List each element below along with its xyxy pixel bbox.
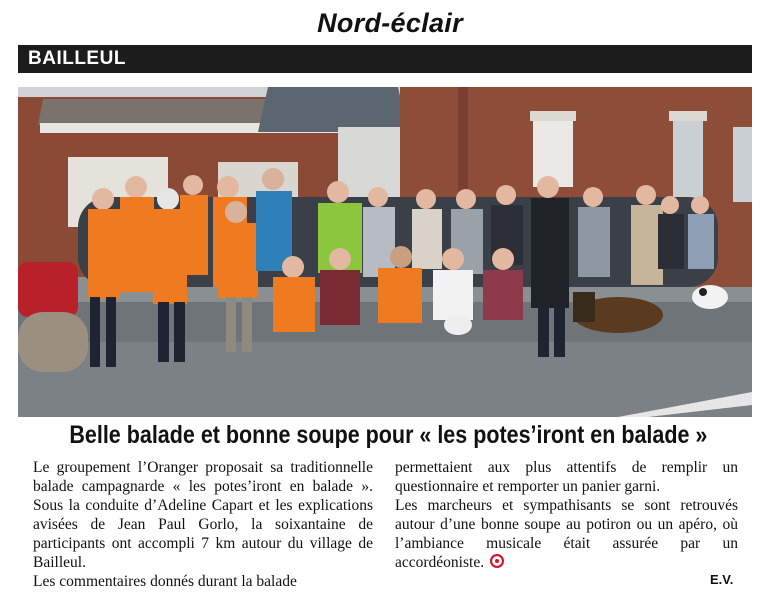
article-column-right: [395, 458, 738, 572]
circle-end-icon: [490, 554, 504, 568]
section-bar: [18, 45, 752, 73]
article-paragraph: Les commentaires donnés durant la balade: [33, 573, 297, 590]
section-label: BAILLEUL: [28, 48, 126, 69]
article-paragraph-final: [395, 496, 738, 572]
group-photo: [18, 87, 752, 417]
newspaper-masthead: Nord-éclair: [317, 8, 463, 38]
group-photo-illustration: [18, 87, 752, 417]
author-initials: E.V.: [710, 572, 734, 587]
article-paragraph: Le groupement l’Oranger proposait sa traditionnelle balade campagnarde « les potes’iront en balade ». Sous la conduite d’Adeline Capart et les explications avisées de Jean Paul Gorlo, la soixantaine de participants ont accompli 7 km autour du village de Bailleul.: [33, 459, 373, 571]
article-paragraph: permettaient aux plus attentifs de remplir un questionnaire et remporter un panier garni.: [395, 459, 738, 495]
article-headline: Belle balade et bonne soupe pour « les potes’iront en balade »: [69, 421, 708, 449]
article-column-left: [33, 458, 373, 591]
article-paragraph-text: Les marcheurs et sympathisants se sont retrouvés autour d’une bonne soupe au potiron ou un apéro, où l’ambiance musicale était assurée par un accordéoniste.: [395, 497, 738, 571]
